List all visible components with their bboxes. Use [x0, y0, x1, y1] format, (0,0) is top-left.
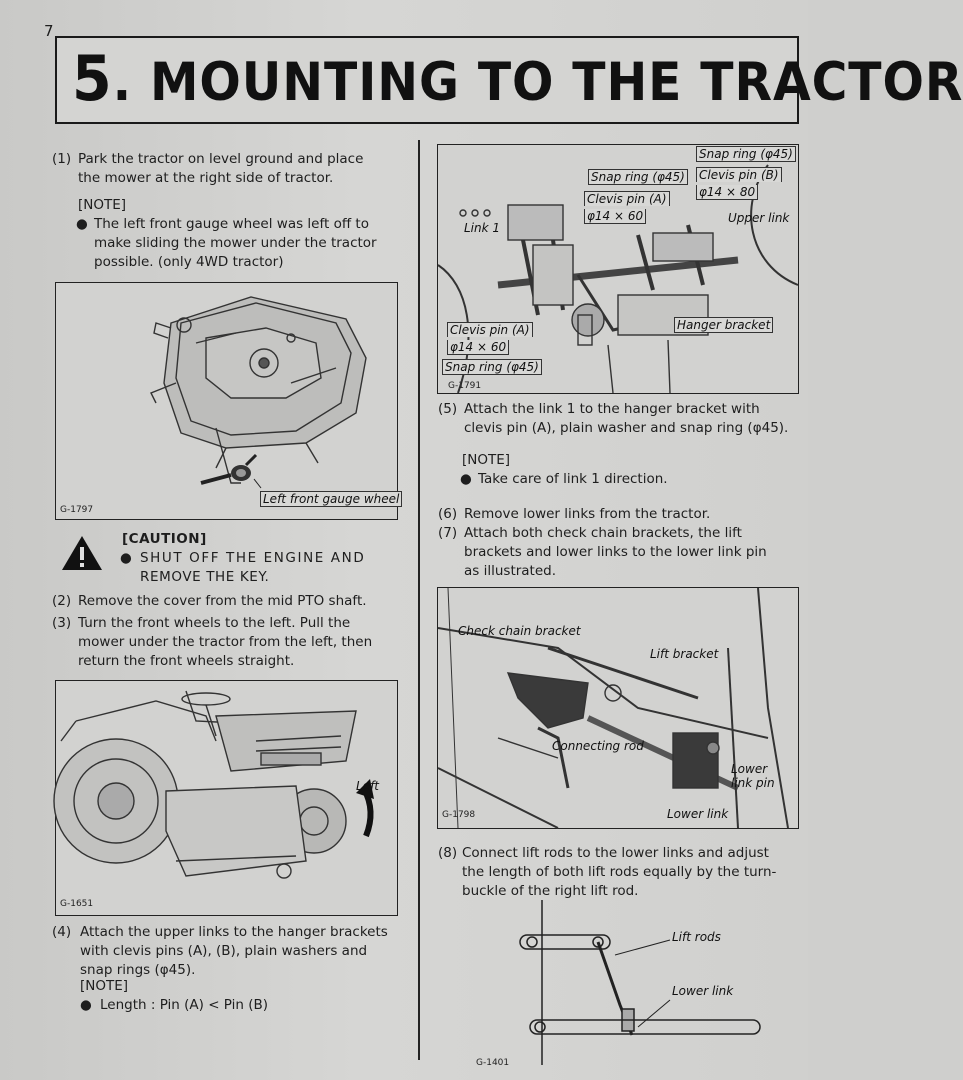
label-check-chain-bracket: Check chain bracket [458, 624, 581, 638]
step-4-line-1: Attach the upper links to the hanger brackets [80, 924, 388, 940]
figure-code: G-1651 [60, 899, 94, 909]
note-5-line-1: Take care of link 1 direction. [478, 471, 668, 487]
step-8-number: (8) [438, 845, 458, 861]
step-3-line-2: mower under the tractor from the left, then [78, 634, 373, 650]
figure-code: G-1401 [476, 1058, 510, 1068]
step-4-line-2: with clevis pins (A), (B), plain washers and [80, 943, 368, 959]
note-1-line-2: make sliding the mower under the tractor [94, 235, 377, 251]
label-clevis-pin-a: Clevis pin (A) [584, 191, 670, 206]
label-connecting-rod: Connecting rod [552, 739, 644, 753]
caution-heading: [CAUTION] [122, 531, 207, 547]
figure-upper-links [437, 144, 799, 394]
label-upper-link: Upper link [728, 211, 790, 225]
section-number: 5 [72, 42, 113, 115]
figure-code: G-1798 [442, 810, 476, 820]
label-clevis-pin-a-bottom-size: φ14 × 60 [447, 340, 509, 355]
step-1-line-2: the mower at the right side of tractor. [78, 170, 334, 186]
step-8-line-2: the length of both lift rods equally by the turn- [462, 864, 777, 880]
tractor-illustration [56, 681, 397, 915]
caution-line-2: REMOVE THE KEY. [140, 569, 270, 585]
label-hanger-bracket: Hanger bracket [674, 317, 773, 333]
label-snap-ring-bottom: Snap ring (φ45) [442, 359, 542, 375]
label-lift-bracket: Lift bracket [650, 647, 719, 661]
figure-mower-deck [55, 282, 398, 520]
label-link-1: Link 1 [464, 221, 501, 235]
note-1-line-1: The left front gauge wheel was left off to [94, 216, 369, 232]
note-4-bullet: ● [80, 997, 92, 1013]
step-3-line-3: return the front wheels straight. [78, 653, 295, 669]
label-lift-rods: Lift rods [672, 930, 721, 944]
figure-tractor-side [55, 680, 398, 916]
step-8-line-1: Connect lift rods to the lower links and adjust [462, 845, 769, 861]
page-number: 7 [44, 22, 54, 40]
caution-bullet: ● [120, 550, 132, 566]
step-3-line-1: Turn the front wheels to the left. Pull the [78, 615, 351, 631]
step-7-number: (7) [438, 525, 458, 541]
step-7-line-3: as illustrated. [464, 563, 557, 579]
warning-triangle-icon [60, 534, 104, 572]
note-4-heading: [NOTE] [80, 978, 129, 994]
label-lower-link-pin-2: link pin [731, 776, 775, 790]
note-5-bullet: ● [460, 471, 472, 487]
note-1-heading: [NOTE] [78, 197, 127, 213]
step-3-number: (3) [52, 615, 72, 631]
step-7-line-2: brackets and lower links to the lower link pin [464, 544, 767, 560]
figure-lower-links [437, 587, 799, 829]
figure-code: G-1791 [448, 381, 482, 391]
note-4-line-1: Length : Pin (A) < Pin (B) [100, 997, 269, 1013]
label-snap-ring-mid: Snap ring (φ45) [588, 169, 688, 185]
label-lower-link-pin-1: Lower [731, 762, 768, 776]
column-divider [418, 140, 420, 1060]
step-1-line-1: Park the tractor on level ground and place [78, 151, 364, 167]
step-6-number: (6) [438, 506, 458, 522]
lift-rods-diagram [520, 895, 770, 1065]
label-lower-link: Lower link [667, 807, 729, 821]
label-snap-ring-top: Snap ring (φ45) [696, 146, 796, 162]
step-4-line-3: snap rings (φ45). [80, 962, 196, 978]
step-2-line-1: Remove the cover from the mid PTO shaft. [78, 593, 367, 609]
step-8-line-3: buckle of the right lift rod. [462, 883, 639, 899]
section-title: 5. MOUNTING TO THE TRACTOR [72, 42, 963, 115]
label-left-front-gauge-wheel: Left front gauge wheel [260, 491, 402, 507]
note-1-bullet: ● [76, 216, 88, 232]
step-1-number: (1) [52, 151, 72, 167]
section-title-text: MOUNTING TO THE TRACTOR [149, 52, 963, 113]
step-6-line-1: Remove lower links from the tractor. [464, 506, 711, 522]
step-5-number: (5) [438, 401, 458, 417]
caution-line-1: SHUT OFF THE ENGINE AND [140, 550, 366, 566]
label-clevis-pin-a-size: φ14 × 60 [584, 209, 646, 224]
step-7-line-1: Attach both check chain brackets, the lift [464, 525, 742, 541]
label-left-arrow: Left [356, 779, 379, 793]
note-5-heading: [NOTE] [462, 452, 511, 468]
note-1-line-3: possible. (only 4WD tractor) [94, 254, 284, 270]
step-5-line-2: clevis pin (A), plain washer and snap ring (φ45). [464, 420, 789, 436]
step-2-number: (2) [52, 593, 72, 609]
label-lower-link-fig5: Lower link [672, 984, 734, 998]
mower-deck-illustration [56, 283, 397, 519]
label-clevis-pin-a-bottom: Clevis pin (A) [447, 322, 533, 337]
figure-code: G-1797 [60, 505, 94, 515]
label-clevis-pin-b-size: φ14 × 80 [696, 185, 758, 200]
step-4-number: (4) [52, 924, 72, 940]
step-5-line-1: Attach the link 1 to the hanger bracket with [464, 401, 760, 417]
label-clevis-pin-b: Clevis pin (B) [696, 167, 782, 182]
